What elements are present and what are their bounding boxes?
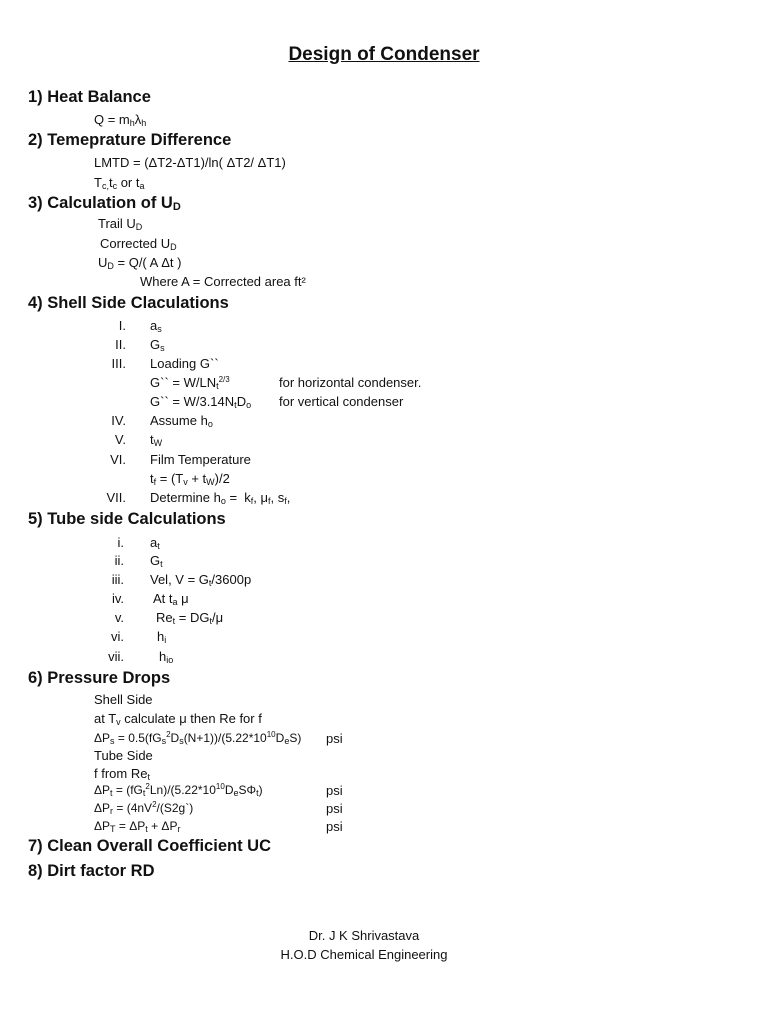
shell-numeral-1: I.	[118, 318, 126, 333]
section-heat-balance: 1) Heat Balance	[28, 88, 151, 106]
psi-unit-1: psi	[326, 731, 343, 746]
tube-item-reynolds: $Re_t = DG_t/\mu$	[156, 610, 224, 626]
tube-item-at-ta: At $t_a$ μ	[153, 591, 189, 607]
section-pressure-drops: 6) Pressure Drops	[28, 669, 171, 687]
shell-item-determine-ho: Determine $h_o = k_f$, $\mu_f$, $s_f$,	[150, 490, 291, 506]
tube-numeral-4: iv.	[111, 591, 124, 606]
return-pressure-drop-equation: $\Delta P_r$ = ($4nV^2/(S2g`)$	[94, 800, 194, 816]
shell-item-film-temperature: Film Temperature	[150, 452, 251, 467]
shell-numeral-5: V.	[114, 432, 126, 447]
shell-numeral-6: VI.	[110, 452, 126, 467]
section-tube-side: 5) Tube side Calculations	[28, 510, 226, 528]
psi-unit-2: psi	[326, 783, 343, 798]
g-horizontal-note: for horizontal condenser.	[279, 375, 422, 390]
author-department: H.O.D Chemical Engineering	[280, 947, 448, 962]
corrected-ud: Corrected $U_D$	[100, 236, 177, 252]
tube-numeral-1: i.	[117, 535, 124, 550]
total-pressure-drop-equation: $\Delta P_T = \Delta P_t + \Delta P_r$	[94, 819, 181, 834]
tube-item-gt: $G_t$	[150, 553, 163, 569]
g-vertical-equation: G`` = $W/3.14N_tD_o$	[150, 394, 252, 410]
tube-numeral-6: vi.	[111, 629, 124, 644]
shell-item-gs: $G_s$	[150, 337, 165, 353]
trail-ud: Trail $U_D$	[98, 216, 143, 232]
lmtd-equation: LMTD = (ΔT2-ΔT1)/ln( ΔT2/ ΔT1)	[94, 155, 286, 170]
tube-numeral-2: ii.	[114, 553, 124, 568]
where-a-note: Where A = Corrected area ft²	[140, 274, 306, 289]
shell-side-instruction: at $T_v$ calculate μ then Re for f	[94, 711, 262, 727]
shell-item-assume-ho: Assume $h_o$	[150, 413, 213, 429]
shell-numeral-4: IV.	[111, 413, 126, 428]
shell-numeral-7: VII.	[106, 490, 126, 505]
page-title: Design of Condenser	[288, 44, 480, 65]
ud-equation: $U_D = Q/$( A Δt )	[98, 255, 182, 271]
g-vertical-note: for vertical condenser	[279, 394, 404, 409]
psi-unit-4: psi	[326, 819, 343, 834]
tube-pressure-drop-equation: $\Delta P_t = (fG_t^2Ln)/(5.22*10^{10}D_eS\Phi_t)$	[94, 782, 263, 798]
section-temperature-difference: 2) Temeprature Difference	[28, 131, 232, 149]
heat-balance-equation: $Q = m_h\lambda_h$	[94, 112, 147, 128]
tube-item-hio: $h_{io}$	[159, 649, 174, 665]
temperature-terms: $T_{c,}t_c$ or $t_a$	[94, 175, 145, 191]
author-name: Dr. J K Shrivastava	[308, 928, 420, 943]
psi-unit-3: psi	[326, 801, 343, 816]
shell-item-as: $a_s$	[150, 318, 162, 334]
tube-numeral-5: v.	[114, 610, 124, 625]
shell-item-loading: Loading G``	[150, 356, 219, 371]
shell-numeral-3: III.	[111, 356, 126, 371]
shell-side-label: Shell Side	[94, 692, 153, 707]
section-calculation-ud: 3) Calculation of $U_D$	[28, 194, 181, 213]
tube-side-label: Tube Side	[94, 748, 153, 763]
tube-item-hi: $h_i$	[157, 629, 167, 645]
section-clean-overall-coefficient: 7) Clean Overall Coefficient UC	[28, 837, 271, 855]
tube-numeral-7: vii.	[108, 649, 124, 664]
g-horizontal-equation: G`` = $W/LN_t^{2/3}$	[150, 375, 230, 391]
shell-item-tw: $t_W$	[150, 432, 163, 448]
shell-numeral-2: II.	[115, 337, 126, 352]
tube-item-velocity: Vel, $V = G_t/3600p$	[150, 572, 252, 588]
tube-numeral-3: iii.	[111, 572, 124, 587]
film-temperature-equation: $t_f = (T_v + t_W)/2$	[150, 471, 230, 487]
section-shell-side: 4) Shell Side Claculations	[28, 294, 229, 312]
friction-factor-note: f from $Re_t$	[94, 766, 150, 782]
section-dirt-factor: 8) Dirt factor RD	[28, 862, 155, 880]
tube-item-at: $a_t$	[150, 535, 160, 551]
shell-pressure-drop-equation: $\Delta P_s = 0.5(fG_s^2D_s(N+1))/(5.22*10^{10}D_eS)$	[94, 730, 302, 746]
